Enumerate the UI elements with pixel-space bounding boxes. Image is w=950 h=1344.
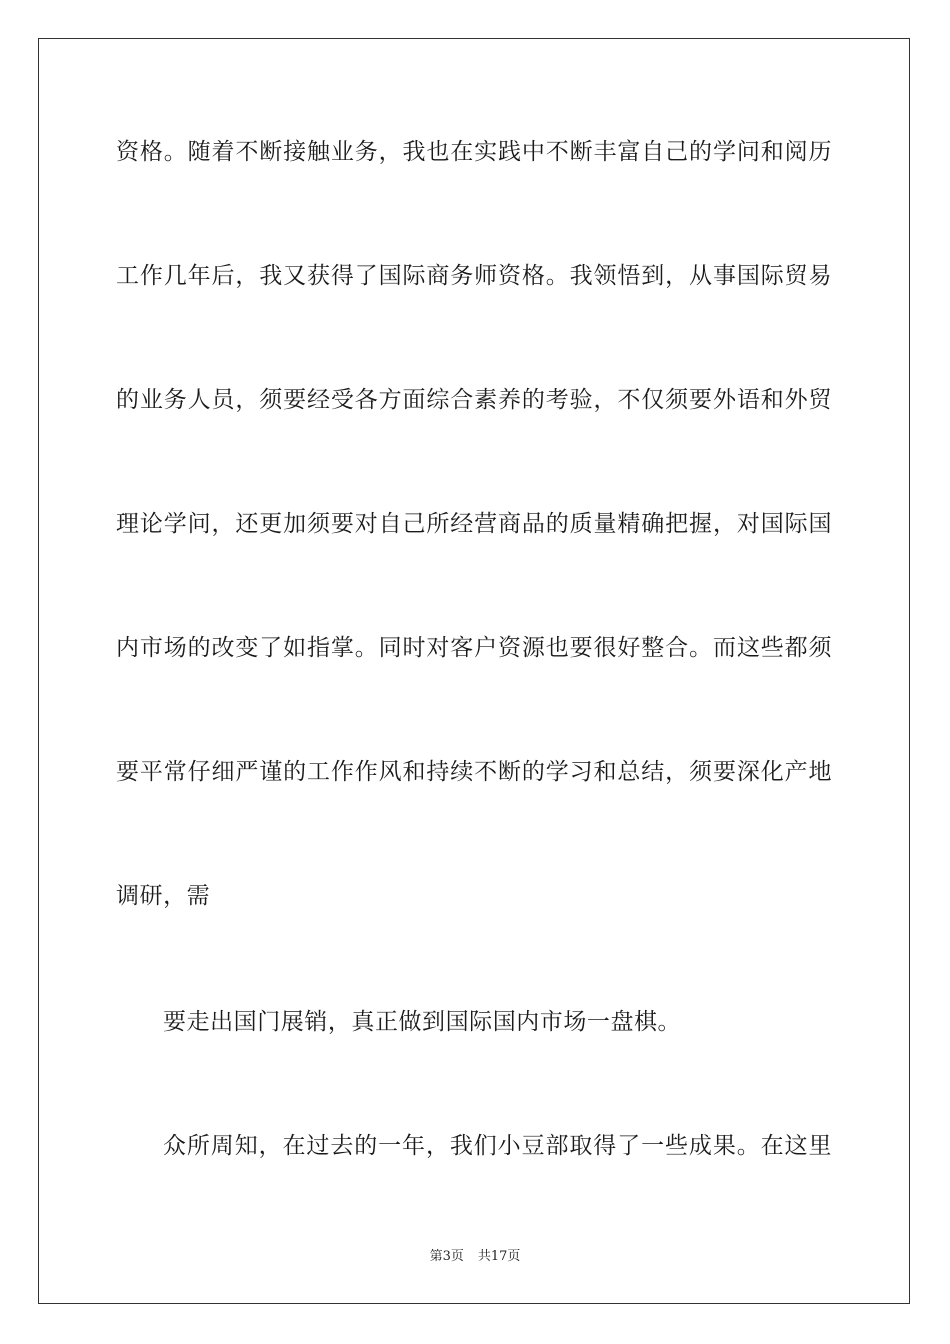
body-text-line: 工作几年后，我又获得了国际商务师资格。我领悟到，从事国际贸易: [116, 263, 832, 289]
body-text-line: 要平常仔细严谨的工作作风和持续不断的学习和总结，须要深化产地: [116, 759, 832, 785]
page-number: 第3页: [429, 1249, 464, 1264]
page-footer: [0, 1248, 950, 1266]
body-text-line: 内市场的改变了如指掌。同时对客户资源也要很好整合。而这些都须: [116, 635, 832, 661]
body-text-line: 的业务人员，须要经受各方面综合素养的考验，不仅须要外语和外贸: [116, 387, 832, 413]
paragraph-text: 众所周知，在过去的一年，我们小豆部取得了一些成果。在这里: [163, 1133, 832, 1159]
body-text-line: 理论学问，还更加须要对自己所经营商品的质量精确把握，对国际国: [116, 511, 832, 537]
body-text-line: 调研，需: [116, 883, 211, 909]
page-total: 共17页: [477, 1249, 521, 1264]
body-text-line: 资格。随着不断接触业务，我也在实践中不断丰富自己的学问和阅历: [116, 139, 832, 165]
paragraph-text: 要走出国门展销，真正做到国际国内市场一盘棋。: [163, 1009, 682, 1035]
page-border: [38, 38, 910, 1304]
